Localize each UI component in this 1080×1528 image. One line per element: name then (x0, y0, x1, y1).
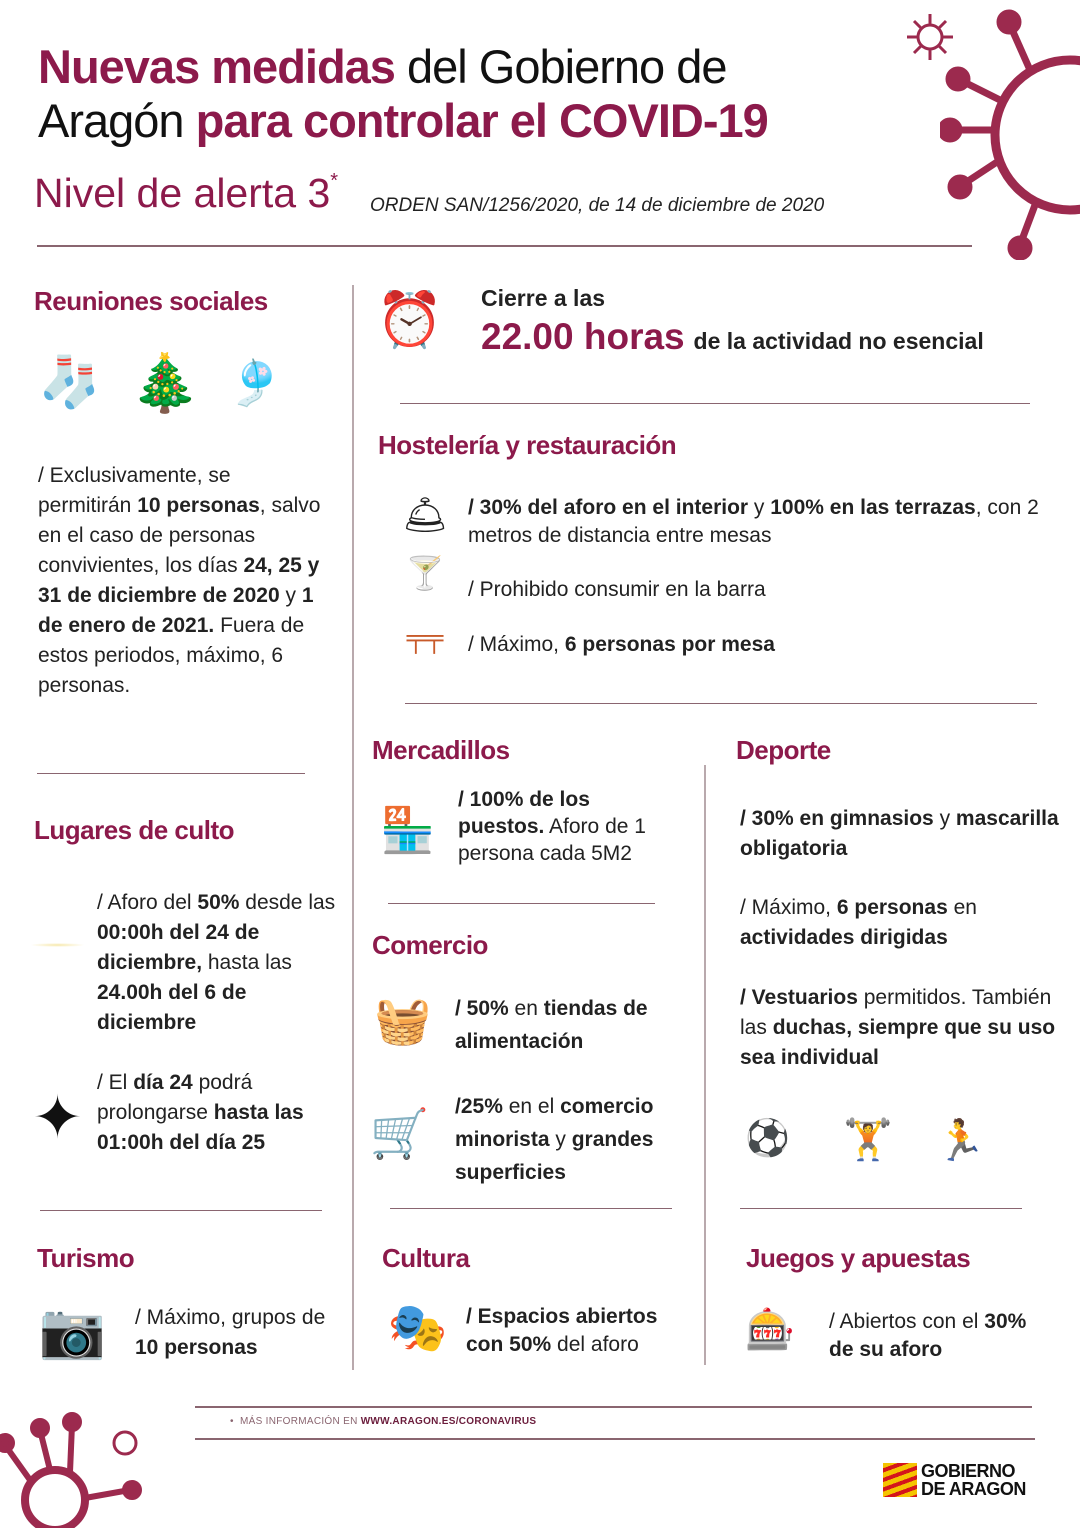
text-segment: Aforo de 1 persona cada 5M2 (458, 815, 646, 865)
emphasis-text: actividades dirigidas (740, 926, 948, 949)
emphasis-text: 00:00h del 24 de diciembre, (97, 921, 260, 974)
text-segment: y (748, 496, 771, 519)
section-title-comercio: Comercio (372, 930, 488, 960)
emphasis-text: Nuevas medidas (38, 40, 395, 93)
text-segment: / Máximo, grupos de (135, 1306, 326, 1329)
emphasis-text: 24, 25 y 31 de diciembre de 2020 (38, 554, 320, 607)
section-title-reuniones: Reuniones sociales (34, 286, 268, 316)
virus-decoration-bottom-icon (0, 1410, 150, 1528)
more-info-link[interactable]: WWW.ARAGON.ES/CORONAVIRUS (360, 1416, 537, 1427)
alert-level (34, 170, 338, 217)
star-sparkle-icon: ✦ (32, 1083, 83, 1151)
closing-time (481, 285, 984, 358)
text-segment: podrá prolongarse (97, 1071, 253, 1124)
text-segment: y (933, 807, 956, 830)
text-segment: y (279, 584, 302, 607)
more-info: • MÁS INFORMACIÓN EN WWW.ARAGON.ES/CORONAVIRUS (230, 1416, 537, 1427)
alarm-clock-icon: ⏰ (376, 289, 444, 350)
paragraph (829, 1308, 1029, 1364)
text-segment: / Aforo del (97, 891, 198, 914)
emphasis-text: hasta las 01:00h del día 25 (97, 1101, 304, 1154)
christmas-ornaments-icon: 🎐 (227, 358, 283, 408)
emphasis-text: grandes superficies (455, 1128, 654, 1184)
theater-masks-icon: 🎭 (387, 1302, 448, 1355)
deporte-item-2 (740, 893, 1060, 953)
christmas-tree-icon: 🎄 (130, 350, 200, 414)
paragraph (97, 888, 347, 1038)
emphasis-text: tiendas de alimentación (455, 997, 648, 1053)
header-divider (37, 245, 972, 247)
emphasis-text: / Espacios abiertos con 50% (466, 1305, 658, 1356)
emphasis-text: 6 personas por mesa (564, 633, 775, 656)
camera-icon: 📷 (38, 1300, 107, 1361)
text-segment: , salvo en el caso de personas convivientes, los días (38, 494, 321, 577)
section-title-juegos: Juegos y apuestas (746, 1243, 971, 1273)
emphasis-text: 6 personas (836, 896, 948, 919)
paragraph (135, 1303, 335, 1363)
table-chairs-icon: ╤╤ (406, 621, 444, 652)
closing-time-value: 22.00 horas (481, 316, 685, 357)
divider (37, 773, 305, 774)
glow-icon (30, 943, 85, 947)
turismo-text (135, 1303, 335, 1363)
section-title-culto: Lugares de culto (34, 815, 235, 845)
text-segment: / Abiertos con el (829, 1310, 985, 1333)
more-info-label: MÁS INFORMACIÓN EN (239, 1416, 361, 1427)
text-segment: / Exclusivamente, se permitirán (38, 464, 231, 517)
market-stall-icon: 🏪 (380, 806, 435, 855)
small-virus-icon (905, 12, 955, 62)
text-segment: Aragón (38, 94, 196, 147)
section-title-hosteleria: Hostelería y restauración (378, 430, 677, 460)
shopping-cart-icon: 🛒 (369, 1107, 430, 1161)
alert-level-text: Nivel de alerta 3 (34, 170, 331, 216)
paragraph (466, 1303, 696, 1359)
cultura-text (466, 1303, 696, 1359)
emphasis-text: 10 personas (137, 494, 260, 517)
divider (405, 703, 1037, 704)
emphasis-text: 1 de enero de 2021. (38, 584, 314, 637)
order-reference: ORDEN SAN/1256/2020, de 14 de diciembre de 2020 (370, 195, 825, 216)
text-segment: del aforo (551, 1333, 639, 1356)
reuniones-text (38, 461, 328, 701)
divider (390, 1208, 672, 1209)
section-title-turismo: Turismo (37, 1243, 135, 1273)
emphasis-text: 24.00h del 6 de diciembre (97, 981, 247, 1034)
aragon-flag-icon (883, 1463, 917, 1497)
text-segment: y (549, 1128, 572, 1151)
text-segment: / Máximo, (740, 896, 837, 919)
hosteleria-item-1 (468, 494, 1048, 550)
emphasis-text: 30% de su aforo (829, 1310, 1027, 1361)
closing-description: de la actividad no esencial (693, 328, 984, 354)
text-segment: / El (97, 1071, 134, 1094)
poker-chips-icon: 🎰 (745, 1307, 795, 1352)
emphasis-text: 50% (197, 891, 240, 914)
comercio-item-2 (455, 1090, 700, 1189)
page-title (38, 40, 768, 148)
deporte-item-3 (740, 983, 1070, 1073)
comercio-item-1 (455, 992, 690, 1058)
runner-icon: 🏃 (935, 1118, 986, 1163)
hosteleria-item-2 (468, 575, 1028, 605)
cocktail-icon: 🍸 (405, 554, 445, 591)
emphasis-text: 100% en las terrazas (770, 496, 976, 519)
text-segment: hasta las (202, 951, 292, 974)
section-title-deporte: Deporte (736, 735, 831, 765)
text-segment: / Máximo, (468, 633, 565, 656)
paragraph (97, 1068, 347, 1158)
emphasis-text: / 30% del aforo en el interior (468, 496, 749, 519)
text-segment: en (508, 997, 544, 1020)
emphasis-text: / 50% (455, 997, 509, 1020)
text-segment: desde las (239, 891, 336, 914)
divider (400, 403, 1030, 404)
divider (740, 1208, 1022, 1209)
emphasis-text: 10 personas (135, 1336, 258, 1359)
text-segment: en el (502, 1095, 561, 1118)
text-segment: del Gobierno de (394, 40, 727, 93)
logo-line-2: DE ARAGON (921, 1479, 1026, 1499)
deporte-item-1 (740, 804, 1060, 864)
emphasis-text: duchas, siempre que su uso sea individual (740, 1016, 1056, 1069)
gobierno-aragon-logo (883, 1462, 1026, 1498)
text-segment: en (947, 896, 977, 919)
hosteleria-item-3 (468, 630, 1028, 660)
text-segment: / Prohibido consumir en la barra (468, 578, 766, 601)
text-segment: permitidos. También las (740, 986, 1052, 1039)
culto-text (97, 888, 347, 1158)
paragraph (458, 786, 673, 867)
footer-divider (195, 1406, 1032, 1408)
emphasis-text: para controlar el COVID-19 (195, 94, 768, 147)
food-basket-icon: 🧺 (374, 993, 432, 1046)
emphasis-text: / 100% de los puestos. (458, 788, 590, 838)
emphasis-text: /25% (455, 1095, 503, 1118)
emphasis-text: mascarilla obligatoria (740, 807, 1059, 860)
closing-label: Cierre a las (481, 285, 606, 311)
section-title-mercadillos: Mercadillos (372, 735, 510, 765)
paragraph (38, 461, 328, 701)
juegos-text (829, 1308, 1029, 1364)
soccer-ball-icon: ⚽ (745, 1116, 790, 1158)
divider (388, 903, 655, 904)
weightlifter-icon: 🏋 (843, 1118, 893, 1162)
logo-line-1: GOBIERNO (921, 1461, 1016, 1481)
text-segment: Fuera de estos periodos, máximo, 6 personas. (38, 614, 305, 697)
section-title-cultura: Cultura (382, 1243, 470, 1273)
virus-decoration-icon (940, 0, 1080, 260)
mercadillos-text (458, 786, 673, 867)
divider (40, 1210, 322, 1211)
column-divider (352, 285, 354, 1370)
footer-divider (195, 1438, 1035, 1440)
emphasis-text: / Vestuarios (740, 986, 858, 1009)
emphasis-text: / 30% en gimnasios (740, 807, 934, 830)
text-segment: , con 2 metros de distancia entre mesas (468, 496, 1039, 547)
emphasis-text: día 24 (133, 1071, 193, 1094)
emphasis-text: comercio minorista (455, 1095, 654, 1151)
christmas-stocking-icon: 🧦 (38, 354, 102, 410)
cloche-icon: 🛎 (402, 494, 448, 535)
asterisk: * (330, 170, 339, 192)
column-divider (704, 765, 706, 1365)
